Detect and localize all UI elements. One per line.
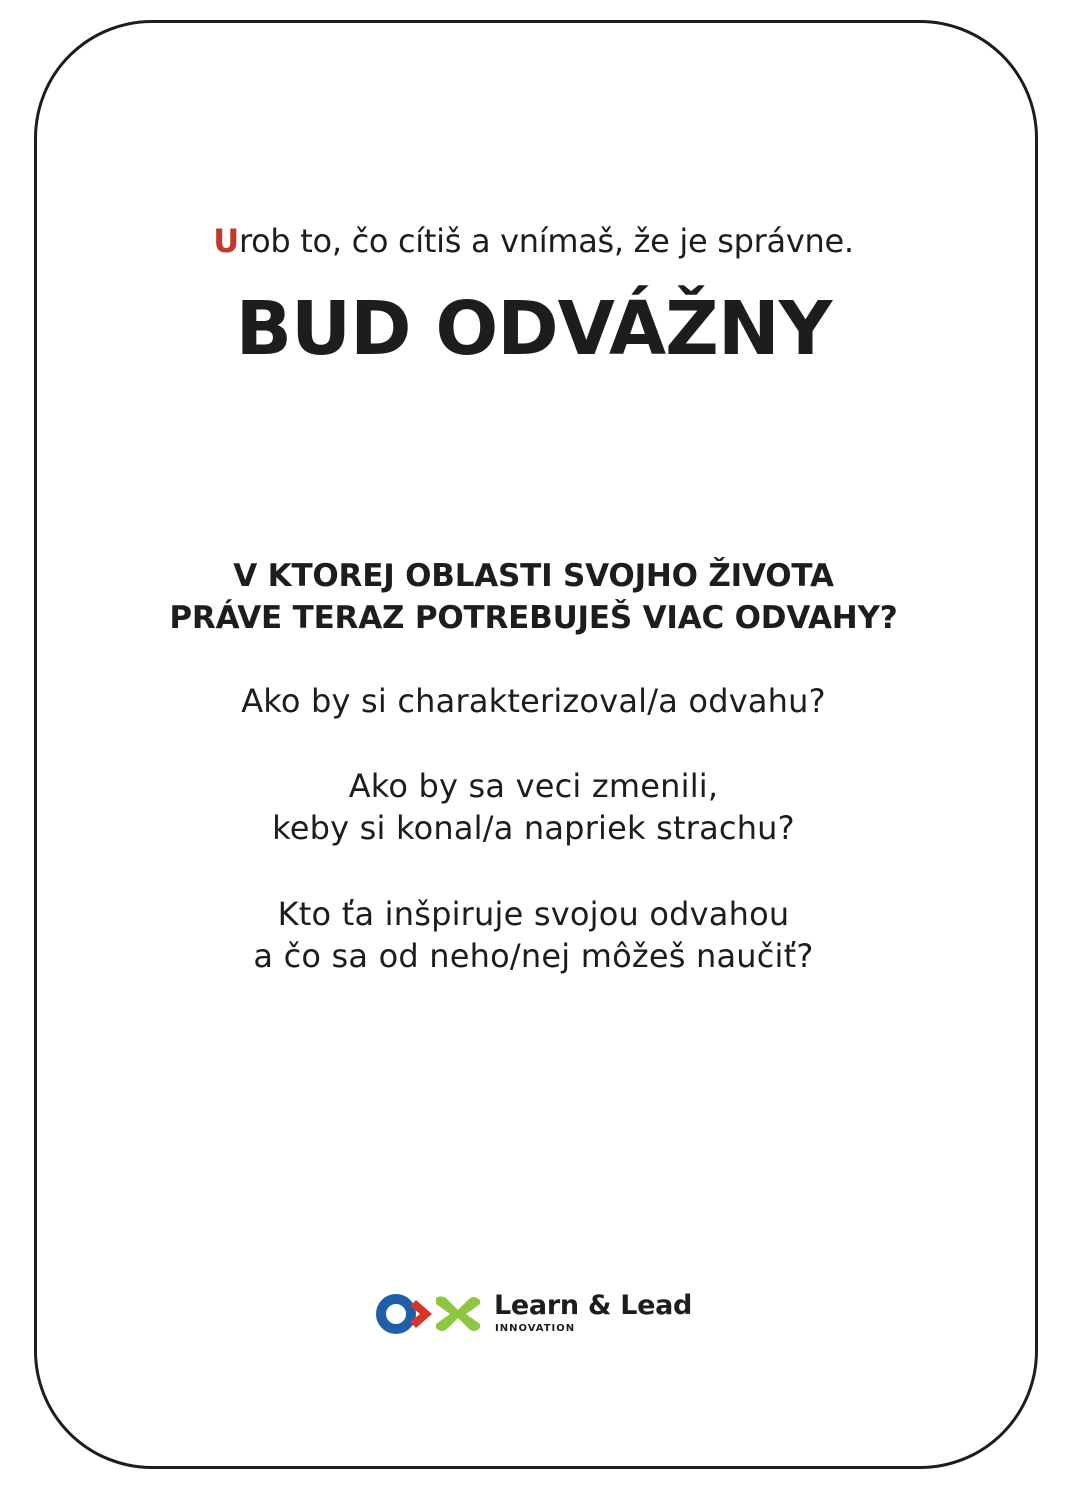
main-question-line-2: PRÁVE TERAZ POTREBUJEŠ VIAC ODVAHY? (169, 600, 898, 636)
tagline-first-letter: U (213, 222, 239, 260)
learn-and-lead-logo (376, 1290, 696, 1340)
tagline-text: rob to, čo cítiš a vnímaš, že je správne. (238, 222, 854, 260)
question-2-line-1: Ako by sa veci zmenili, (348, 767, 719, 805)
question-2 (0, 765, 1067, 849)
tagline (0, 222, 1067, 260)
main-question-line-1: V KTOREJ OBLASTI SVOJHO ŽIVOTA (233, 558, 834, 594)
logo-name: Learn & Lead (494, 1290, 693, 1321)
card-title: BUD ODVÁŽNY (235, 286, 832, 372)
learn-and-lead-logo-mark-icon (376, 1292, 480, 1336)
question-2-line-2: keby si konal/a napriek strachu? (272, 809, 795, 847)
logo-subtitle: INNOVATION (495, 1323, 576, 1334)
question-3 (0, 893, 1067, 977)
question-3-line-1: Kto ťa inšpiruje svojou odvahou (277, 895, 790, 933)
question-1-line-1: Ako by si charakterizoval/a odvahu? (241, 682, 826, 720)
main-question (0, 555, 1067, 639)
question-1 (0, 680, 1067, 722)
question-3-line-2: a čo sa od neho/nej môžeš naučiť? (253, 937, 814, 975)
